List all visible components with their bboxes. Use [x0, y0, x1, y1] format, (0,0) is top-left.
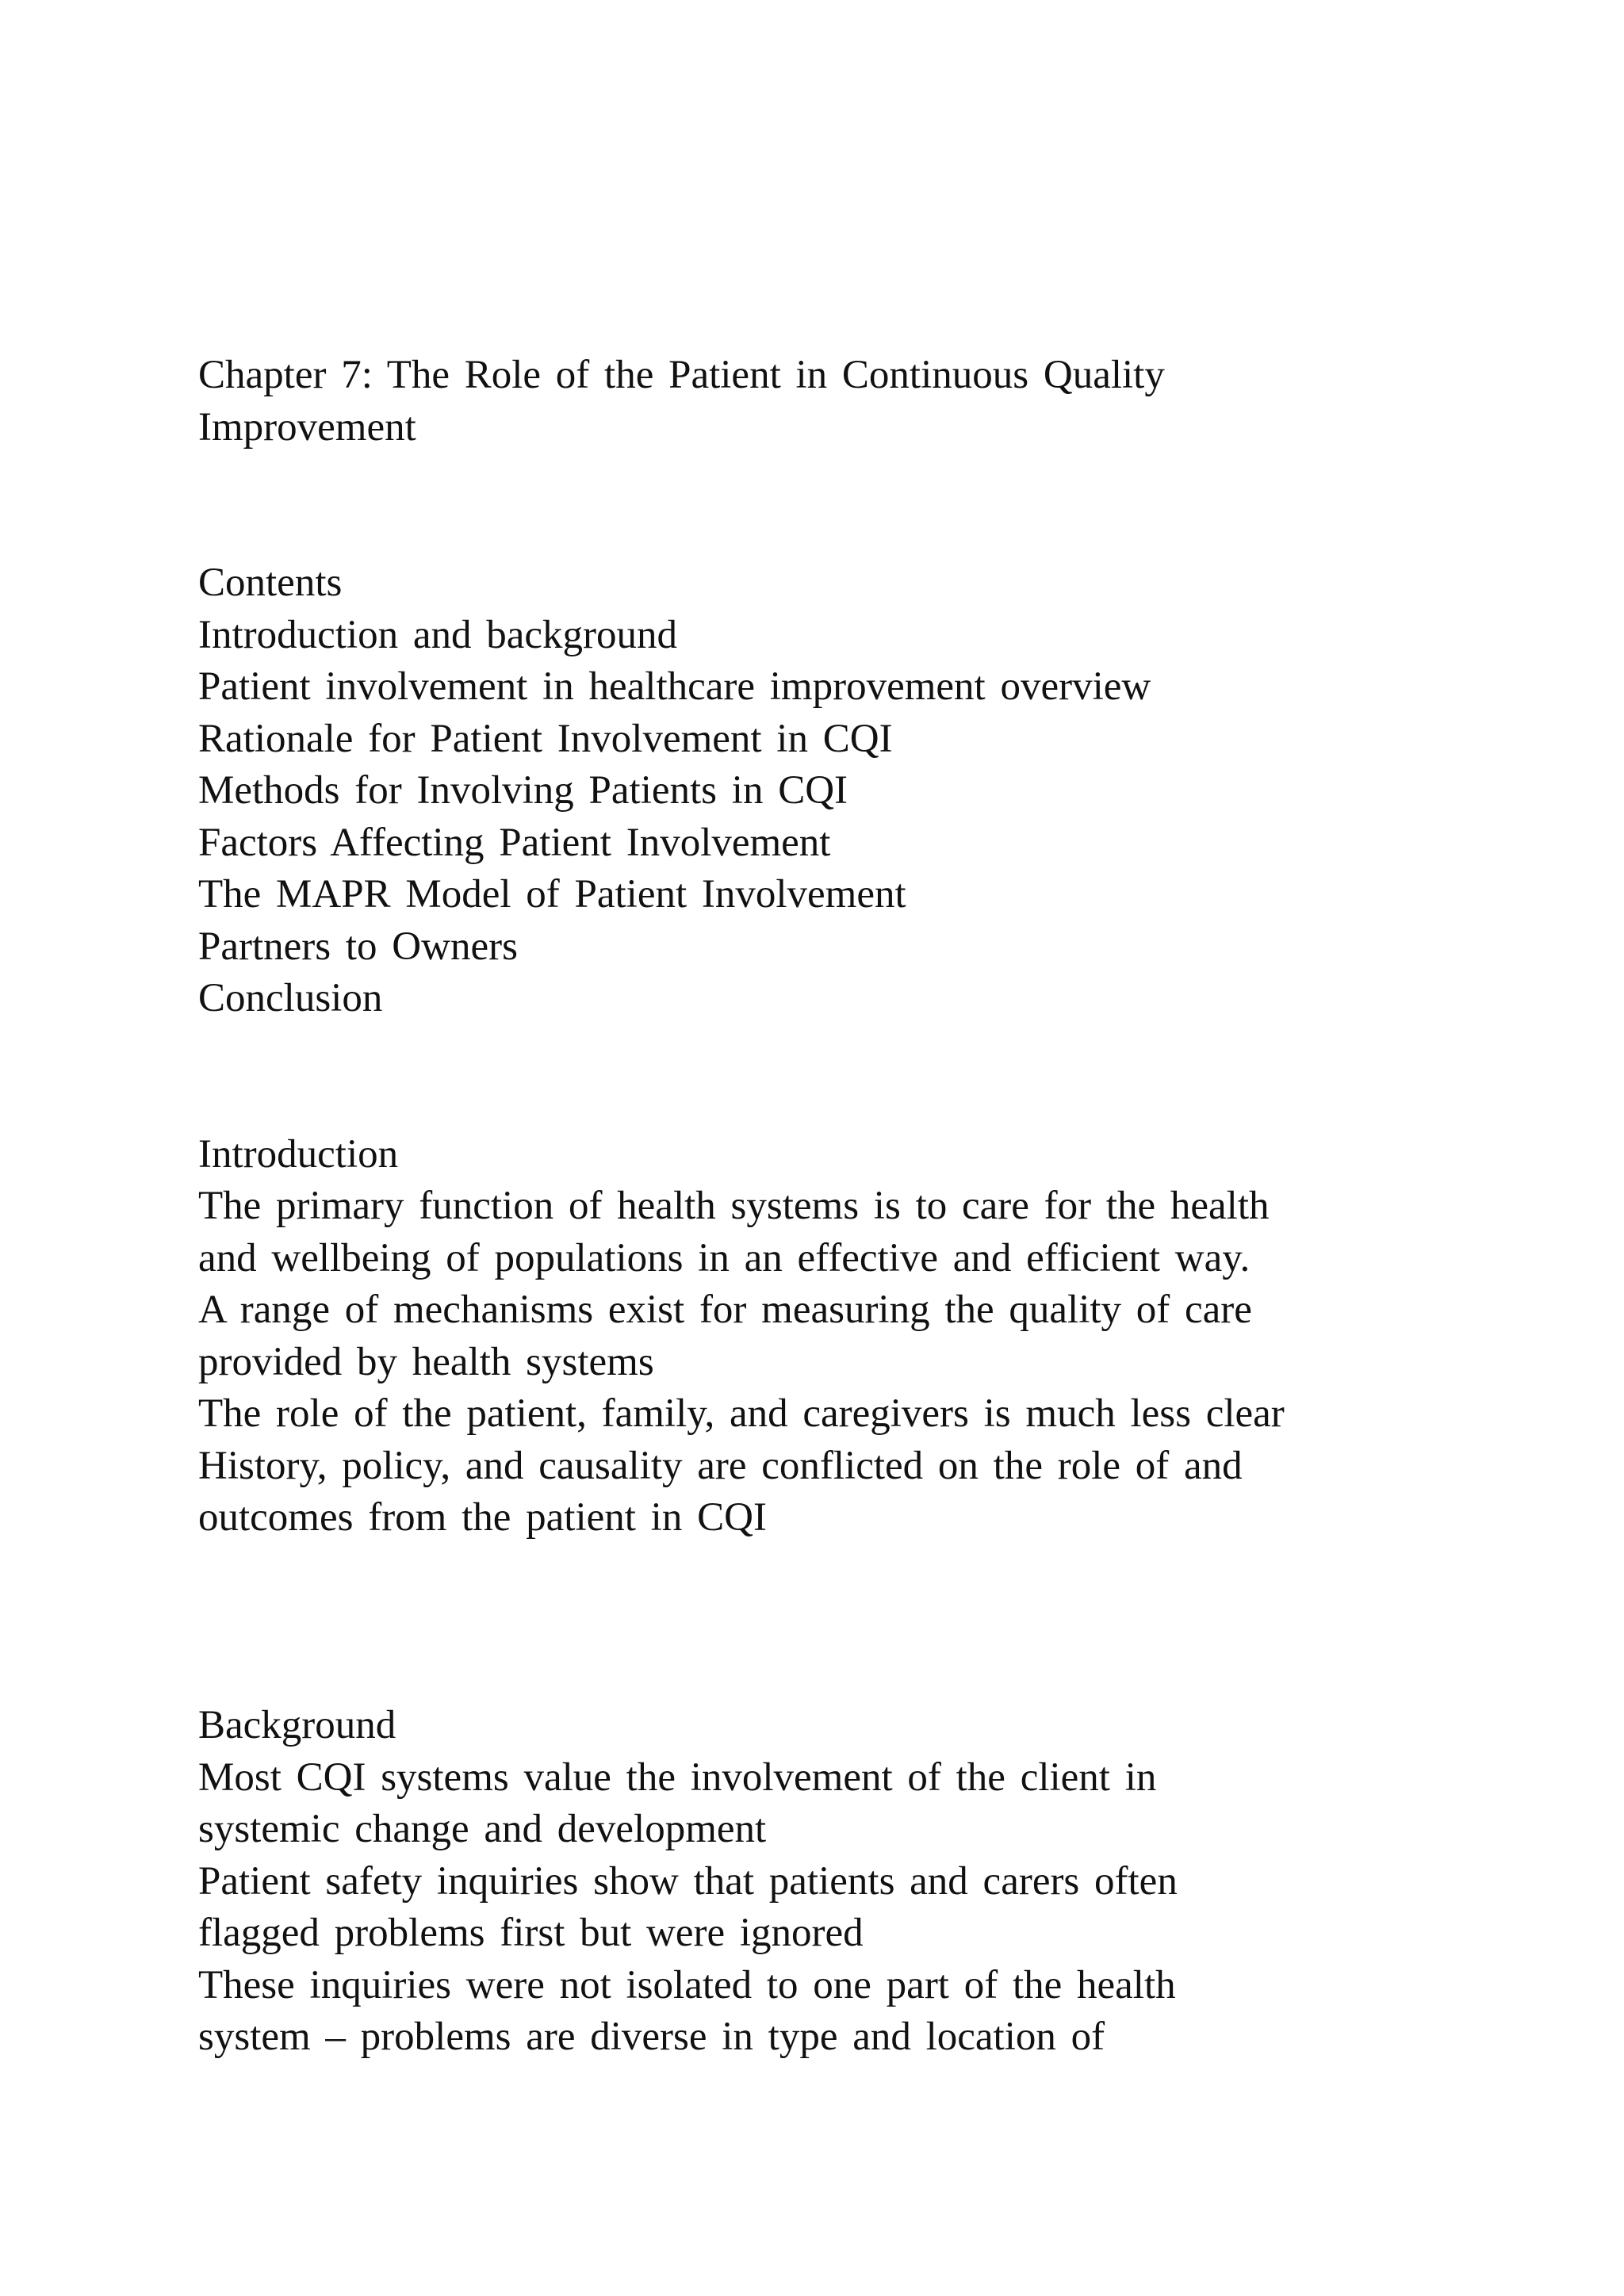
introduction-line: History, policy, and causality are conflicted on the role of and	[198, 1443, 1243, 1488]
spacer	[198, 1648, 1467, 1701]
spacer	[198, 453, 1467, 506]
spacer	[198, 1596, 1467, 1648]
spacer	[198, 1077, 1467, 1129]
contents-item: The MAPR Model of Patient Involvement	[198, 872, 906, 916]
page-content	[198, 350, 1467, 2064]
background-line: system – problems are diverse in type and location of	[198, 2015, 1105, 2059]
chapter-title-line: Improvement	[198, 404, 416, 450]
introduction-line: and wellbeing of populations in an effective and efficient way.	[198, 1235, 1251, 1280]
introduction-line: The primary function of health systems is to care for the health	[198, 1184, 1270, 1228]
chapter-title	[198, 350, 1467, 453]
background-heading: Background	[198, 1703, 396, 1747]
introduction-line: A range of mechanisms exist for measuring the quality of care	[198, 1288, 1252, 1332]
contents-item: Rationale for Patient Involvement in CQI	[198, 716, 893, 761]
contents-item: Introduction and background	[198, 612, 678, 657]
introduction-heading: Introduction	[198, 1131, 399, 1177]
contents-item: Conclusion	[198, 976, 383, 1020]
contents-item: Partners to Owners	[198, 924, 518, 969]
contents-item: Methods for Involving Patients in CQI	[198, 768, 848, 813]
contents-heading: Contents	[198, 561, 343, 605]
introduction-section	[198, 1129, 1467, 1544]
spacer	[198, 506, 1467, 558]
contents-item: Patient involvement in healthcare improvement overview	[198, 664, 1151, 709]
introduction-line: provided by health systems	[198, 1339, 654, 1384]
background-line: Patient safety inquiries show that patients and carers often	[198, 1858, 1178, 1904]
spacer	[198, 1025, 1467, 1077]
background-line: flagged problems first but were ignored	[198, 1911, 864, 1955]
background-line: These inquiries were not isolated to one part of the health	[198, 1962, 1176, 2007]
background-section	[198, 1700, 1467, 2064]
background-line: Most CQI systems value the involvement of the client in	[198, 1755, 1157, 1800]
spacer	[198, 1544, 1467, 1597]
chapter-title-line: Chapter 7: The Role of the Patient in Continuous Quality	[198, 353, 1165, 397]
introduction-line: outcomes from the patient in CQI	[198, 1495, 767, 1540]
contents-item: Factors Affecting Patient Involvement	[198, 820, 831, 865]
introduction-line: The role of the patient, family, and caregivers is much less clear	[198, 1391, 1285, 1436]
contents-section	[198, 557, 1467, 1025]
background-line: systemic change and development	[198, 1807, 767, 1851]
